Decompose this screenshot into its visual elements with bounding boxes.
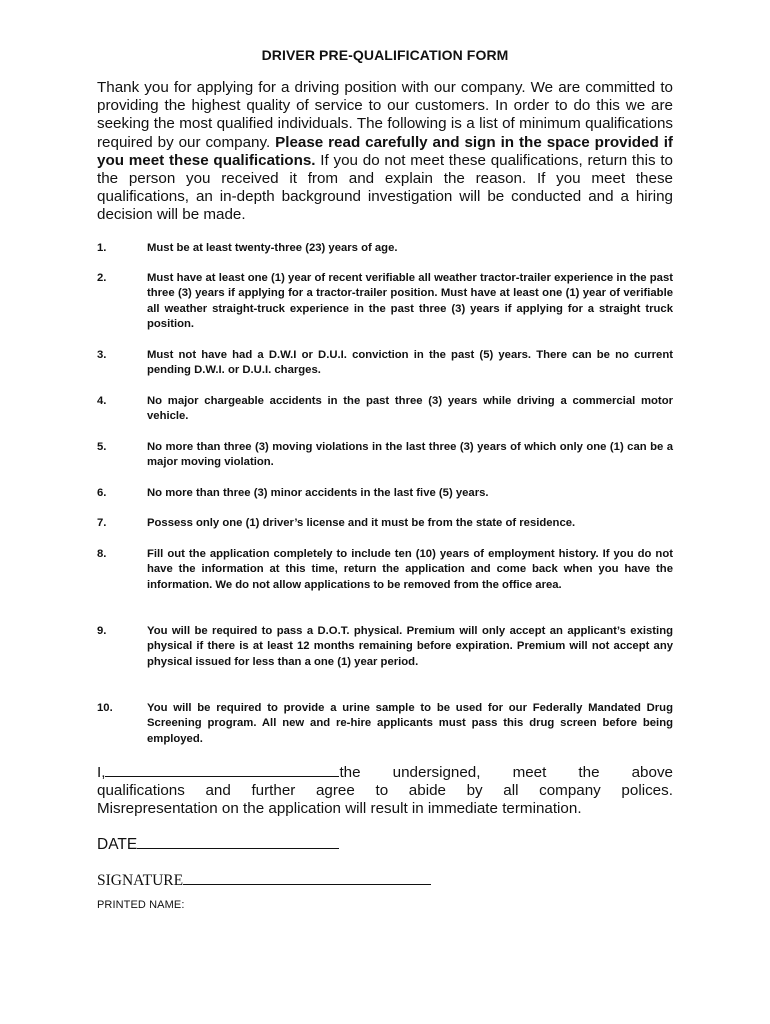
- signature-field: [97, 870, 431, 890]
- item-text: Must be at least twenty-three (23) years of age.: [147, 242, 398, 254]
- item-text: You will be required to pass a D.O.T. physical. Premium will only accept an applicant’s existing physical if there is at least 12 months remaining before expiration. Premium will not accept any physical issued for less than a one (1) year period.: [147, 625, 673, 668]
- item-text: You will be required to provide a urine sample to be used for our Federally Mandated Drug Screening program. All new and re-hire applicants must pass this drug screen before being employed.: [147, 702, 673, 745]
- declaration-word: undersigned,: [392, 764, 481, 781]
- qualification-item: [97, 547, 673, 593]
- intro-text-bold: Please read carefully and sign in the space provided if you meet these qualifications.: [97, 133, 673, 169]
- declaration-word: by: [466, 782, 483, 800]
- declaration-word: further: [251, 782, 296, 800]
- qualification-item: [97, 271, 673, 332]
- declaration-word: meet: [512, 764, 547, 781]
- item-number: 9.: [97, 625, 107, 637]
- item-number: 7.: [97, 517, 107, 529]
- qualification-item: [97, 394, 673, 425]
- declaration-word: the: [578, 764, 600, 781]
- signature-label: SIGNATURE: [97, 872, 184, 889]
- date-input-line[interactable]: [137, 834, 339, 849]
- item-number: 1.: [97, 242, 107, 254]
- declaration-word: agree: [315, 782, 355, 800]
- qualification-item: [97, 486, 673, 501]
- qualification-item: [97, 440, 673, 471]
- qualification-item: [97, 241, 673, 256]
- item-text: Fill out the application completely to include ten (10) years of employment history. If you do not have the information at this time, return the application and come back when you have the information. We do not allow applications to be removed from the office area.: [147, 548, 673, 591]
- item-text: Must not have had a D.W.I or D.U.I. conviction in the past (5) years. There can be no current pending D.W.I. or D.U.I. charges.: [147, 349, 673, 377]
- declaration-word: polices.: [621, 782, 673, 800]
- declaration-prefix: I,: [97, 764, 106, 781]
- form-title: DRIVER PRE-QUALIFICATION FORM: [261, 47, 509, 63]
- date-field: [97, 834, 339, 854]
- printed-name-label: PRINTED NAME:: [97, 899, 185, 911]
- declaration-word: the: [339, 764, 361, 781]
- qualification-item: [97, 624, 673, 670]
- declaration: [97, 762, 673, 819]
- qualification-item: [97, 348, 673, 379]
- declaration-word: and: [205, 782, 231, 800]
- declaration-word: to: [375, 782, 389, 800]
- declaration-word: company: [539, 782, 601, 800]
- item-number: 3.: [97, 349, 107, 361]
- intro-paragraph: [97, 79, 673, 225]
- date-label: DATE: [97, 836, 138, 853]
- item-number: 6.: [97, 487, 107, 499]
- declaration-word: qualifications: [97, 782, 185, 800]
- qualification-item: [97, 701, 673, 747]
- item-text: No major chargeable accidents in the past three (3) years while driving a commercial motor vehicle.: [147, 395, 673, 423]
- declaration-word: abide: [408, 782, 446, 800]
- item-number: 8.: [97, 548, 107, 560]
- item-number: 2.: [97, 272, 107, 284]
- declaration-line-3: Misrepresentation on the application will result in immediate termination.: [97, 800, 582, 818]
- item-text: Possess only one (1) driver’s license and it must be from the state of residence.: [147, 517, 576, 529]
- applicant-name-line[interactable]: [105, 762, 339, 777]
- item-number: 10.: [97, 702, 113, 714]
- item-text: No more than three (3) moving violations in the last three (3) years of which only one (1) can be a major moving violation.: [147, 441, 673, 469]
- signature-input-line[interactable]: [183, 870, 431, 885]
- declaration-word: above: [631, 764, 673, 781]
- intro-text-end: If you do not meet these qualifications, return this to the person you received it from and explain the reason. If you meet these qualifications, an in-depth background investigation will be conducted and a hiring decision will be made.: [97, 151, 673, 224]
- qualification-item: [97, 516, 673, 531]
- item-text: Must have at least one (1) year of recent verifiable all weather tractor-trailer experience in the past three (3) years if applying for a tractor-trailer position. Must have at least one (1) year of verifiable all weather straight-truck experience in the past three (3) years if applying for a straight truck position.: [147, 272, 673, 330]
- item-number: 5.: [97, 441, 107, 453]
- declaration-word: all: [503, 782, 519, 800]
- item-text: No more than three (3) minor accidents in the last five (5) years.: [147, 487, 489, 499]
- item-number: 4.: [97, 395, 107, 407]
- intro-text-start: Thank you for applying for a driving position with our company. We are committed to providing the highest quality of service to our customers. In order to do this we are seeking the most qualified individuals. The following is a list of minimum qualifications required by our company.: [97, 79, 673, 151]
